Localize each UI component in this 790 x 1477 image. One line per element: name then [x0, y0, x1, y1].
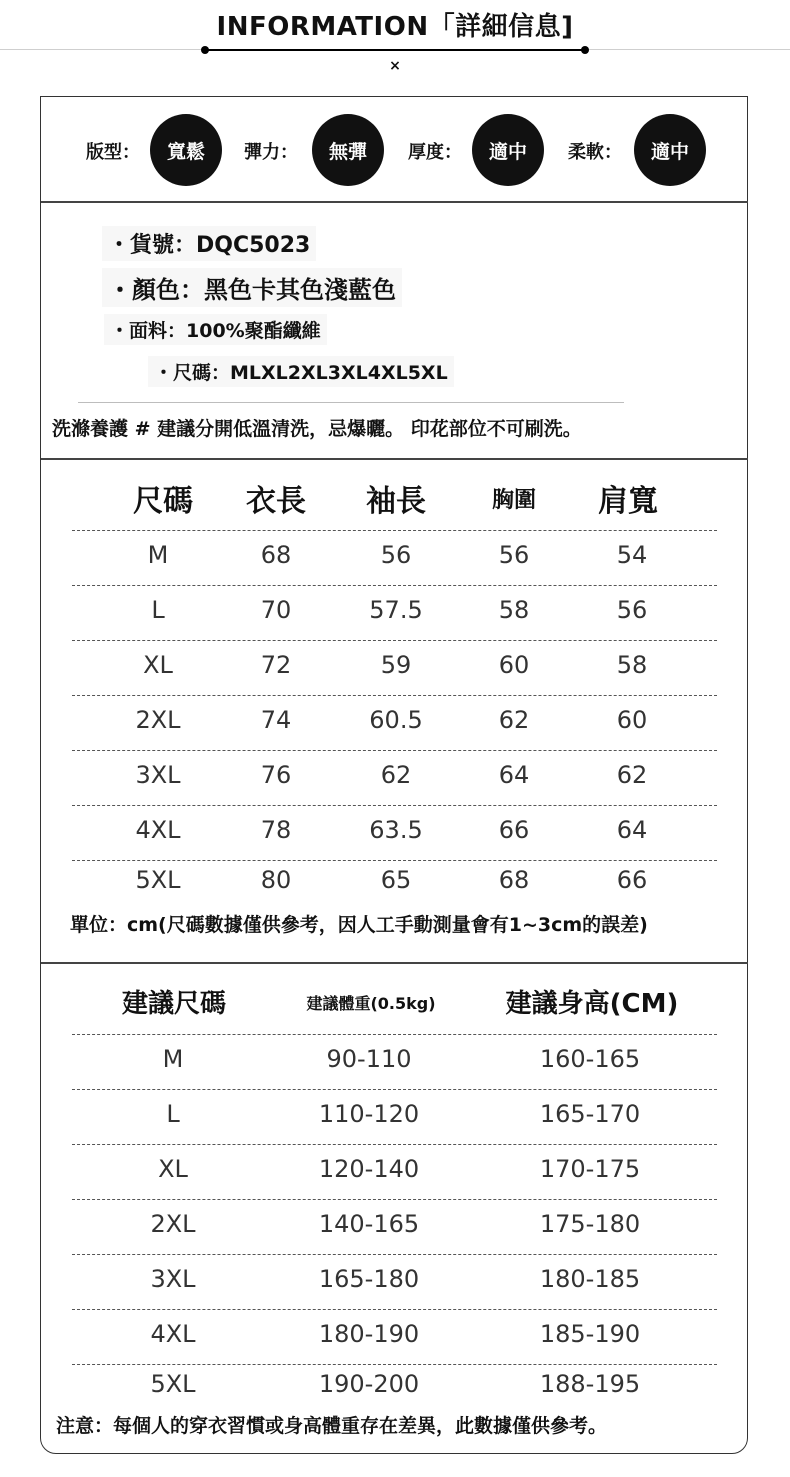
table-cell: L — [151, 596, 165, 624]
table-cell: M — [147, 541, 169, 569]
item-color: ・顏色：黑色卡其色淺藍色 — [102, 268, 402, 307]
size-table-header: 胸圍 — [491, 488, 537, 513]
table-cell: 2XL — [150, 1210, 196, 1238]
table-cell: 64 — [498, 761, 530, 789]
attr-label-thickness: 厚度： — [408, 142, 462, 163]
row-divider — [72, 585, 717, 586]
row-divider — [72, 640, 717, 641]
table-cell: 60 — [498, 651, 530, 679]
table-cell: 68 — [498, 866, 530, 894]
table-cell: 72 — [260, 651, 292, 679]
table-cell: 78 — [260, 816, 292, 844]
table-cell: 56 — [498, 541, 530, 569]
table-cell: 58 — [498, 596, 530, 624]
attr-badge-softness: 適中 — [634, 114, 706, 186]
header-dot-right — [581, 46, 589, 54]
table-cell: 68 — [260, 541, 292, 569]
table-cell: 74 — [260, 706, 292, 734]
care-instructions: 洗滌養護 # 建議分開低溫清洗，忌爆曬。 印花部位不可刷洗。 — [52, 418, 582, 440]
section-divider — [41, 962, 748, 964]
table-cell: 66 — [498, 816, 530, 844]
table-cell: 110-120 — [318, 1100, 420, 1128]
table-cell: 64 — [616, 816, 648, 844]
table-cell: 62 — [380, 761, 412, 789]
table-cell: 170-175 — [539, 1155, 641, 1183]
table-cell: 57.5 — [369, 596, 423, 624]
attr-label-stretch: 彈力： — [244, 142, 298, 163]
table-cell: 4XL — [150, 1320, 196, 1348]
table-cell: 62 — [498, 706, 530, 734]
table-cell: XL — [158, 1155, 188, 1183]
table-cell: 3XL — [135, 761, 181, 789]
info-divider — [78, 402, 624, 403]
unit-note: 單位：cm(尺碼數據僅供參考，因人工手動測量會有1~3cm的誤差) — [70, 914, 648, 936]
attr-label-softness: 柔軟： — [568, 142, 622, 163]
row-divider — [72, 1144, 717, 1145]
table-cell: M — [162, 1045, 184, 1073]
table-cell: 4XL — [135, 816, 181, 844]
row-divider — [72, 860, 717, 861]
recommend-table-header: 建議身高(CM) — [505, 989, 679, 1019]
attr-label-fit: 版型： — [86, 142, 140, 163]
row-divider — [72, 1254, 717, 1255]
table-cell: 60 — [616, 706, 648, 734]
table-cell: 80 — [260, 866, 292, 894]
table-cell: 120-140 — [318, 1155, 420, 1183]
table-cell: 66 — [616, 866, 648, 894]
table-cell: 60.5 — [369, 706, 423, 734]
table-cell: 180-185 — [539, 1265, 641, 1293]
attributes-row — [0, 114, 790, 184]
table-cell: 188-195 — [539, 1370, 641, 1398]
section-divider — [41, 458, 748, 460]
table-cell: 63.5 — [369, 816, 423, 844]
size-table-header: 袖長 — [366, 484, 426, 519]
item-number: ・貨號：DQC5023 — [102, 226, 316, 261]
table-cell: 58 — [616, 651, 648, 679]
table-cell: 76 — [260, 761, 292, 789]
row-divider — [72, 695, 717, 696]
table-cell: 90-110 — [326, 1045, 412, 1073]
row-divider — [72, 530, 717, 531]
table-cell: 5XL — [135, 866, 181, 894]
table-cell: 70 — [260, 596, 292, 624]
attr-badge-thickness: 適中 — [472, 114, 544, 186]
table-cell: XL — [143, 651, 173, 679]
table-cell: 180-190 — [318, 1320, 420, 1348]
size-table-header: 尺碼 — [133, 484, 193, 519]
size-table-header: 肩寬 — [598, 484, 658, 519]
table-cell: 3XL — [150, 1265, 196, 1293]
table-cell: 5XL — [150, 1370, 196, 1398]
close-icon: × — [389, 58, 401, 74]
item-sizes: ・尺碼：MLXL2XL3XL4XL5XL — [148, 356, 454, 387]
disclaimer-note: 注意：每個人的穿衣習慣或身高體重存在差異，此數據僅供參考。 — [56, 1415, 608, 1437]
header-dot-left — [201, 46, 209, 54]
row-divider — [72, 750, 717, 751]
item-fabric: ・面料：100%聚酯纖維 — [104, 314, 327, 345]
header-divider-accent — [205, 49, 585, 51]
table-cell: 59 — [380, 651, 412, 679]
table-cell: 54 — [616, 541, 648, 569]
row-divider — [72, 805, 717, 806]
table-cell: 140-165 — [318, 1210, 420, 1238]
table-cell: 175-180 — [539, 1210, 641, 1238]
table-cell: 2XL — [135, 706, 181, 734]
table-cell: 65 — [380, 866, 412, 894]
attr-badge-fit: 寬鬆 — [150, 114, 222, 186]
row-divider — [72, 1199, 717, 1200]
table-cell: L — [166, 1100, 180, 1128]
section-divider — [41, 201, 748, 203]
table-cell: 185-190 — [539, 1320, 641, 1348]
table-cell: 165-170 — [539, 1100, 641, 1128]
row-divider — [72, 1089, 717, 1090]
attr-badge-stretch: 無彈 — [312, 114, 384, 186]
size-table-header: 衣長 — [246, 484, 306, 519]
row-divider — [72, 1364, 717, 1365]
recommend-table-header: 建議尺碼 — [121, 989, 227, 1019]
table-cell: 190-200 — [318, 1370, 420, 1398]
table-cell: 160-165 — [539, 1045, 641, 1073]
row-divider — [72, 1309, 717, 1310]
table-cell: 165-180 — [318, 1265, 420, 1293]
table-cell: 56 — [616, 596, 648, 624]
table-cell: 62 — [616, 761, 648, 789]
table-cell: 56 — [380, 541, 412, 569]
recommend-table-header: 建議體重(0.5kg) — [306, 994, 436, 1013]
row-divider — [72, 1034, 717, 1035]
page-title: INFORMATION「詳細信息] — [216, 12, 574, 42]
